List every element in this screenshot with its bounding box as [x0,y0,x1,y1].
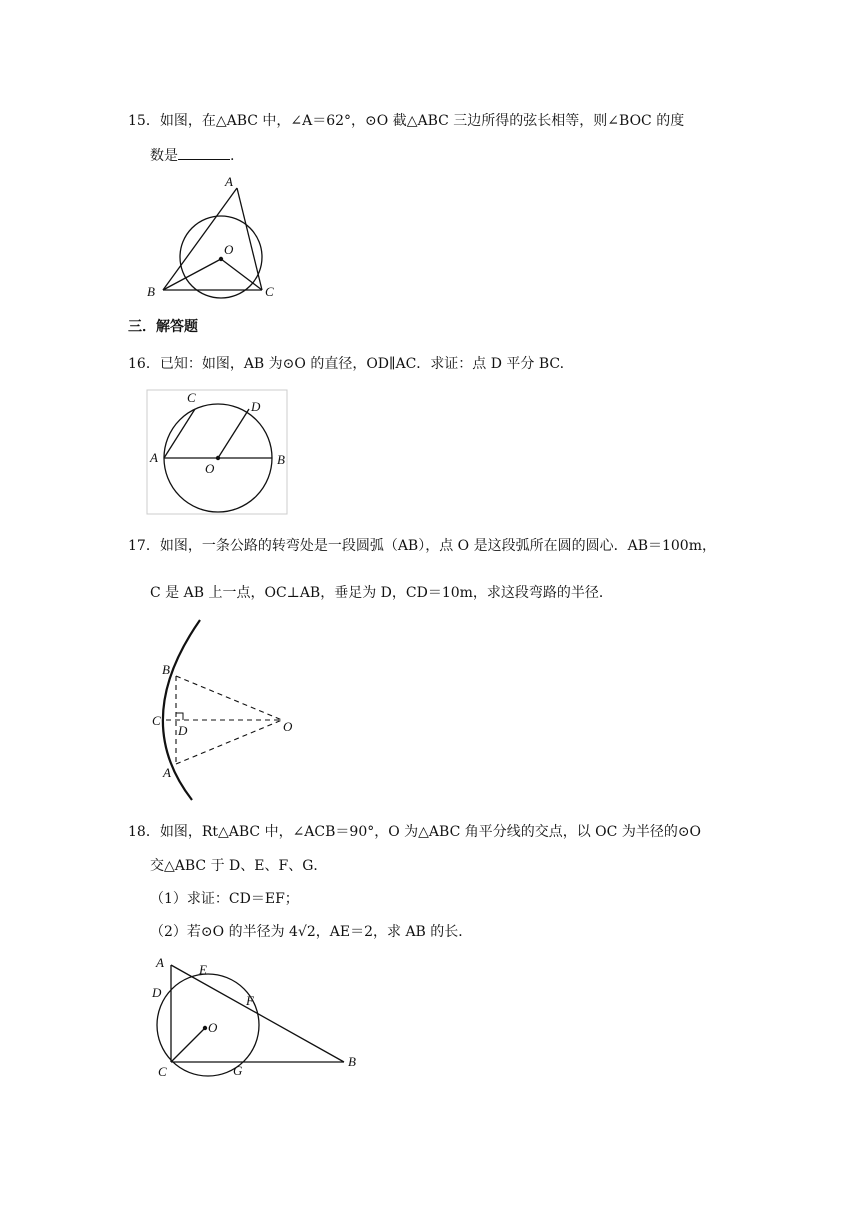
q16-text-line1: 16．已知：如图，AB 为⊙O 的直径，OD∥AC．求证：点 D 平分 BC. [128,356,565,372]
q18-center-dot [203,1026,207,1030]
q18-label-g: G [233,1063,243,1078]
q18-label-d: D [152,985,162,1000]
q18-label-f: F [246,993,254,1008]
q18-text-line1: 18．如图，Rt△ABC 中，∠ACB＝90°，O 为△ABC 角平分线的交点，以 OC 为半径的⊙O [128,824,702,840]
q16-label-d: D [251,399,261,414]
q15-text-line1: 15．如图，在△ABC 中，∠A＝62°，⊙O 截△ABC 三边所得的弦长相等，则∠BOC 的度 [128,113,685,129]
q17-text-line1: 17．如图，一条公路的转弯处是一段圆弧（AB），点 O 是这段弧所在圆的圆心．AB＝100m， [128,538,716,554]
q18-label-c: C [158,1064,167,1079]
section-heading: 三．解答题 [128,319,198,335]
q17-label-d: D [178,723,188,738]
q18-label-o: O [208,1020,218,1035]
q17-label-o: O [283,719,293,734]
q18-subquestion-2: （2）若⊙O 的半径为 4√2，AE＝2，求 AB 的长． [150,924,473,940]
q16-label-c: C [187,390,196,405]
q15-line2-prefix: 数是 [150,148,178,164]
q17-text-line2: C 是 AB 上一点，OC⊥AB，垂足为 D，CD＝10m，求这段弯路的半径． [150,585,613,601]
q15-label-a: A [225,174,233,189]
q18-segment-oc [171,1028,205,1062]
q15-label-c: C [265,284,274,299]
q18-label-b: B [348,1054,356,1069]
q17-label-b: B [162,662,170,677]
q17-label-c: C [152,713,161,728]
q15-label-b: B [147,284,155,299]
q18-label-a: A [156,955,164,970]
q16-label-b: B [277,452,285,467]
q17-label-a: A [163,765,171,780]
q18-label-e: E [199,962,207,977]
q18-subquestion-1: （1）求证：CD＝EF； [150,891,299,907]
q18-text-line2: 交△ABC 于 D、E、F、G． [150,858,328,874]
q15-line2-suffix: . [230,148,235,164]
q18-side-ab [171,965,344,1062]
q16-label-a: A [150,450,158,465]
q15-label-o: O [224,242,234,257]
q16-label-o: O [205,461,215,476]
